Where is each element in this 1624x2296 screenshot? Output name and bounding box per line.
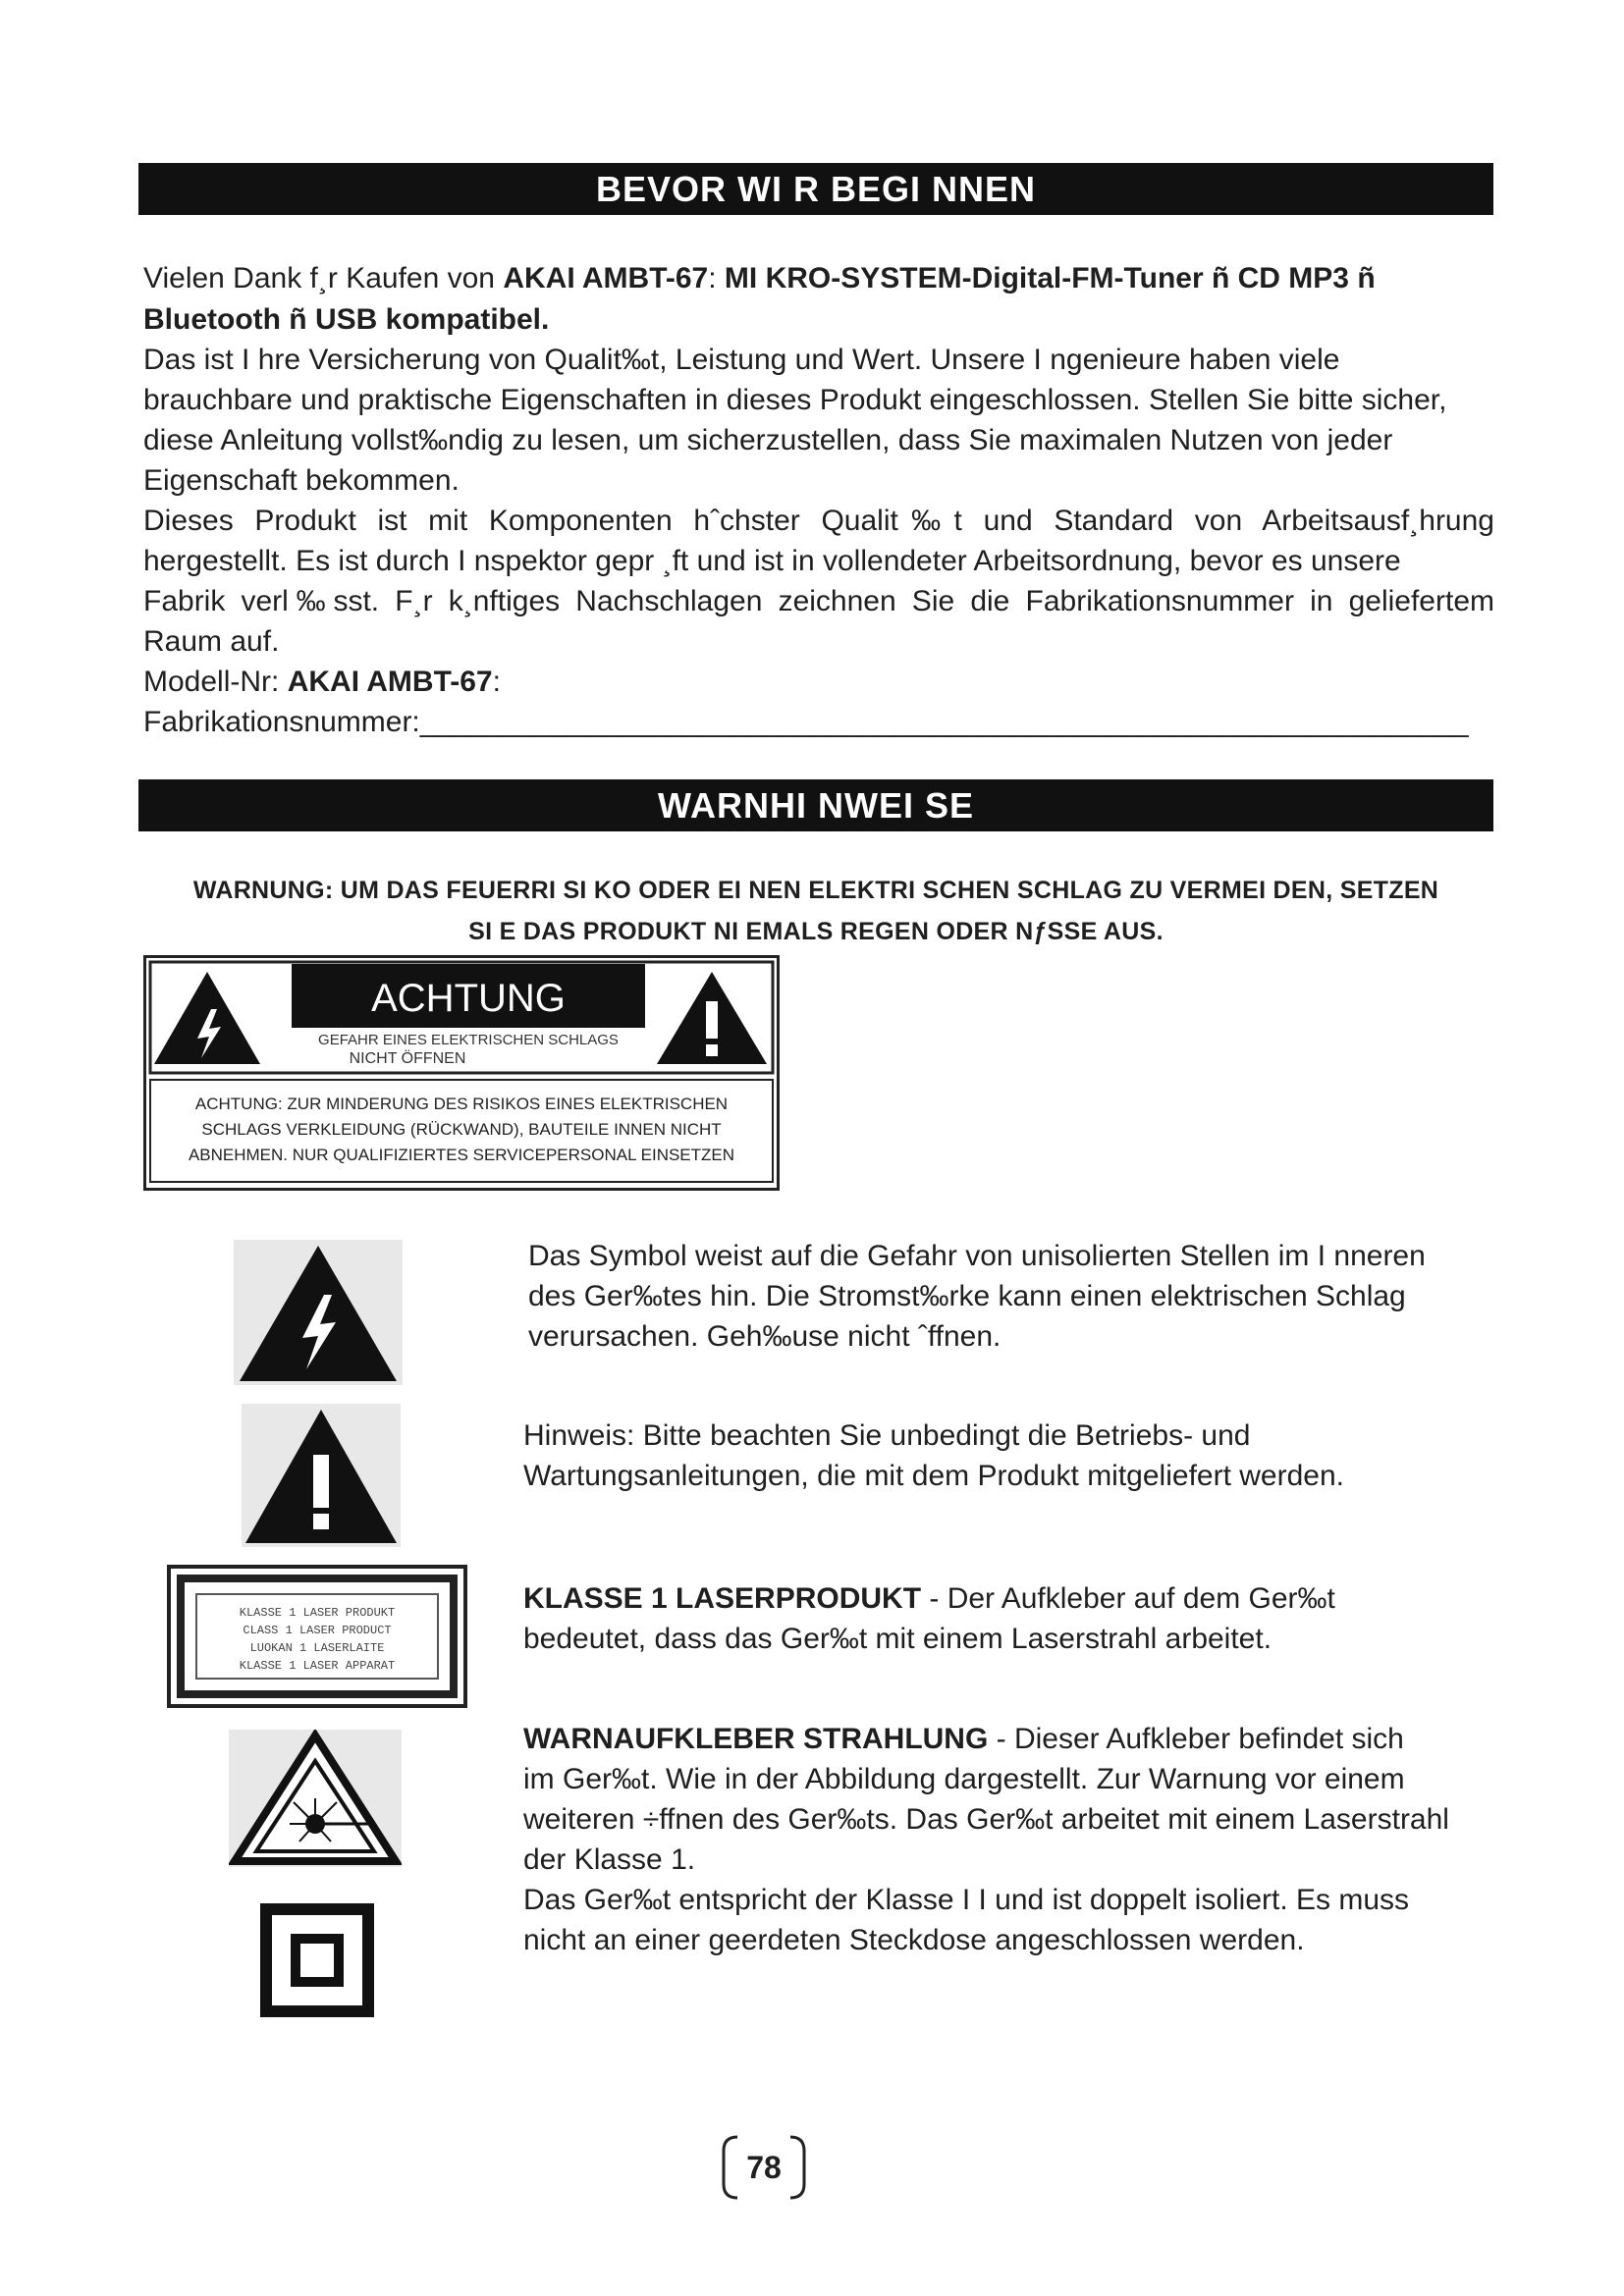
radiation-rest: - Dieser Aufkleber befindet sich bbox=[988, 1723, 1404, 1755]
caution-body1: ACHTUNG: ZUR MINDERUNG DES RISIKOS EINES ELEKTRISCHEN bbox=[194, 1095, 729, 1113]
para2-line: Raum auf. bbox=[143, 625, 280, 658]
class2-description-line: nicht an einer geerdeten Steckdose angeschlossen werden. bbox=[523, 1924, 1305, 1956]
caution-label-graphic bbox=[146, 958, 777, 1188]
laser-title: KLASSE 1 LASERPRODUKT bbox=[523, 1582, 922, 1615]
page-number bbox=[720, 2135, 808, 2200]
laser-label-line4: KLASSE 1 LASER APPARAT bbox=[239, 1659, 396, 1673]
exclamation-description-line: Hinweis: Bitte beachten Sie unbedingt die Betriebs- und bbox=[523, 1419, 1251, 1452]
section-title-bevor-wir-beginnen: BEVOR WI R BEGI NNEN bbox=[138, 163, 1493, 215]
intro-product: AKAI AMBT-67 bbox=[503, 262, 709, 294]
caution-sub2: NICHT ÖFFNEN bbox=[349, 1050, 466, 1067]
exclamation-triangle-icon bbox=[242, 1404, 401, 1547]
model-number-line bbox=[143, 662, 501, 702]
caution-sub1: GEFAHR EINES ELEKTRISCHEN SCHLAGS bbox=[318, 1032, 619, 1048]
exclamation-symbol bbox=[242, 1404, 401, 1547]
class2-symbol bbox=[260, 1903, 374, 2017]
radiation-description-line bbox=[523, 1719, 1404, 1759]
para2-line: hergestellt. Es ist durch I nspektor gepr ¸ft und ist in vollendeter Arbeitsordnung, bevor es unsere bbox=[143, 545, 1401, 577]
laser-label-icon bbox=[167, 1565, 467, 1708]
laser-label-line2: CLASS 1 LASER PRODUCT bbox=[243, 1624, 392, 1637]
radiation-description-line: weiteren ÷ffnen des Ger‰ts. Das Ger‰t arbeitet mit einem Laserstrahl bbox=[523, 1803, 1449, 1836]
para1-line: Das ist I hre Versicherung von Qualit‰t, Leistung und Wert. Unsere I ngenieure haben viele bbox=[143, 344, 1340, 376]
intro-prefix: Vielen Dank f¸r Kaufen von bbox=[143, 262, 504, 294]
intro-colon: : bbox=[708, 262, 725, 294]
lightning-description-line: verursachen. Geh‰use nicht ˆffnen. bbox=[528, 1320, 1001, 1353]
warning-line: WARNUNG: UM DAS FEUERRI SI KO ODER EI NEN ELEKTRI SCHEN SCHLAG ZU VERMEI DEN, SETZEN bbox=[192, 877, 1439, 904]
intro-product-desc-line2: Bluetooth ñ USB kompatibel. bbox=[143, 303, 550, 336]
lightning-description-line: des Ger‰tes hin. Die Stromst‰rke kann einen elektrischen Schlag bbox=[528, 1280, 1406, 1312]
class2-description-line: Das Ger‰t entspricht der Klasse I I und ist doppelt isoliert. Es muss bbox=[523, 1884, 1410, 1916]
laser-rest: - Der Aufkleber auf dem Ger‰t bbox=[921, 1582, 1335, 1615]
laser-label-line1: KLASSE 1 LASER PRODUKT bbox=[239, 1606, 396, 1620]
double-insulation-icon bbox=[260, 1903, 374, 2017]
caution-label bbox=[143, 955, 780, 1191]
lightning-description-line: Das Symbol weist auf die Gefahr von unisolierten Stellen im I nneren bbox=[528, 1240, 1426, 1272]
model-value: AKAI AMBT-67 bbox=[287, 666, 493, 698]
para1-line: brauchbare und praktische Eigenschaften in dieses Produkt eingeschlossen. Stellen Sie bitte sicher, bbox=[143, 384, 1447, 416]
para1-line: Eigenschaft bekommen. bbox=[143, 464, 460, 497]
laser-description-line: bedeutet, dass das Ger‰t mit einem Laserstrahl arbeitet. bbox=[523, 1623, 1272, 1655]
caution-body2: SCHLAGS VERKLEIDUNG (RÜCKWAND), BAUTEILE INNEN NICHT bbox=[201, 1120, 722, 1139]
lightning-triangle-icon bbox=[234, 1240, 403, 1385]
caution-body3: ABNEHMEN. NUR QUALIFIZIERTES SERVICEPERSONAL EINSETZEN bbox=[188, 1146, 735, 1164]
laser-description-line bbox=[523, 1578, 1335, 1619]
section-title-warnhinweise: WARNHI NWEI SE bbox=[138, 779, 1493, 831]
intro-line bbox=[143, 258, 1494, 298]
laser-label-line3: LUOKAN 1 LASERLAITE bbox=[249, 1641, 385, 1655]
warning-line: SI E DAS PRODUKT NI EMALS REGEN ODER NƒSSE AUS. bbox=[468, 918, 1164, 945]
caution-title: ACHTUNG bbox=[371, 977, 566, 1020]
radiation-title: WARNAUFKLEBER STRAHLUNG bbox=[523, 1723, 989, 1755]
model-colon: : bbox=[492, 666, 501, 698]
lightning-symbol bbox=[234, 1240, 403, 1385]
intro-product-desc: MI KRO-SYSTEM-Digital-FM-Tuner ñ CD MP3 ñ bbox=[724, 262, 1376, 294]
exclamation-description-line: Wartungsanleitungen, die mit dem Produkt mitgeliefert werden. bbox=[523, 1460, 1344, 1492]
para2-line: Dieses Produkt ist mit Komponenten hˆchster Qualit‰t und Standard von Arbeitsausf¸hrung bbox=[143, 505, 1494, 537]
model-label: Modell-Nr: bbox=[143, 666, 288, 698]
radiation-description-line: der Klasse 1. bbox=[523, 1843, 696, 1876]
serial-blank: ________________________________________________________________ bbox=[419, 706, 1469, 738]
serial-label: Fabrikationsnummer: bbox=[143, 706, 420, 738]
serial-number-line bbox=[143, 702, 1469, 742]
laser-product-label bbox=[167, 1565, 467, 1708]
radiation-symbol bbox=[229, 1730, 402, 1867]
laser-radiation-icon bbox=[229, 1730, 402, 1867]
radiation-description-line: im Ger‰t. Wie in der Abbildung dargestellt. Zur Warnung vor einem bbox=[523, 1763, 1405, 1795]
page-number-value: 78 bbox=[746, 2150, 782, 2185]
para1-line: diese Anleitung vollst‰ndig zu lesen, um sicherzustellen, dass Sie maximalen Nutzen von jeder bbox=[143, 424, 1393, 456]
para2-line: Fabrik verl‰sst. F¸r k¸nftiges Nachschlagen zeichnen Sie die Fabrikationsnummer in geliefertem bbox=[143, 585, 1494, 617]
